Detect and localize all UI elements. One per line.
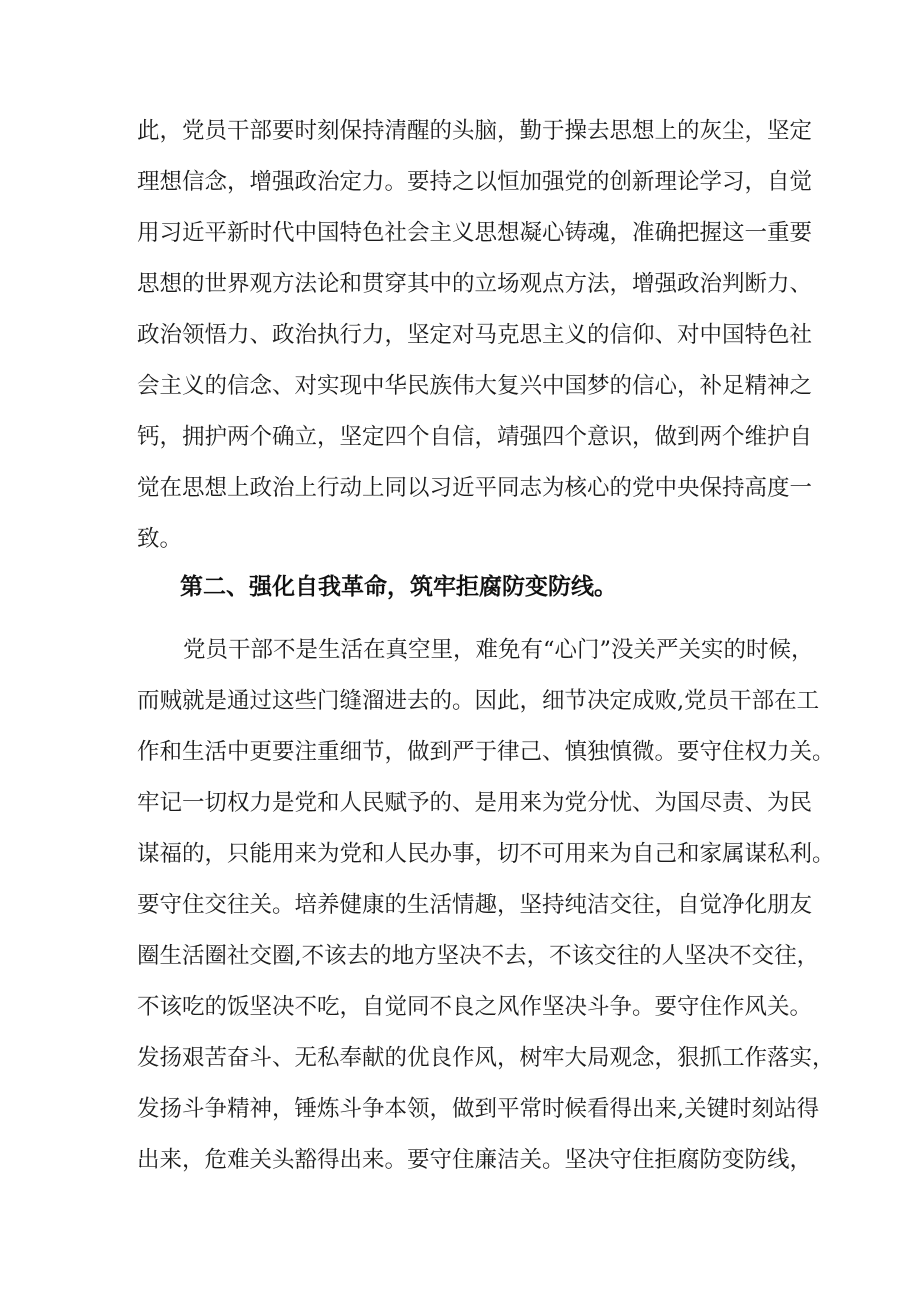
paragraph-2-line-8: 不该吃的饭坚决不吃，自觉同不良之风作坚决斗争。要守住作风关。 [137,994,813,1020]
paragraph-1-line-7: 钙，拥护两个确立，坚定四个自信，靖强四个意识，做到两个维护自 [137,424,813,450]
paragraph-2-line-10: 发扬斗争精神，锤炼斗争本领，做到平常时候看得出来,关键时刻站得 [137,1096,820,1122]
paragraph-1-line-3: 用习近平新时代中国特色社会主义思想凝心铸魂，准确把握这一重要 [137,220,813,246]
paragraph-2-line-6: 要守住交往关。培养健康的生活情趣，坚持纯洁交往，自觉净化朋友 [137,892,813,918]
paragraph-2-line-2: 而贼就是通过这些门缝溜进去的。因此，细节决定成败,党员干部在工 [137,688,820,714]
paragraph-1-line-9: 致。 [137,526,183,552]
paragraph-1-line-1: 此，党员干部要时刻保持清醒的头脑，勤于操去思想上的灰尘，坚定 [137,118,813,144]
paragraph-2-line-1: 党员干部不是生活在真空里，难免有“心门”没关严关实的时候， [183,637,814,663]
paragraph-1-line-8: 觉在思想上政治上行动上同以习近平同志为核心的党中央保持高度一 [137,475,813,501]
paragraph-2-line-11: 出来，危难关头豁得出来。要守住廉洁关。坚决守住拒腐防变防线， [137,1147,813,1173]
paragraph-2-line-7: 圈生活圈社交圈,不该去的地方坚决不去，不该交往的人坚决不交往， [137,943,820,969]
paragraph-1-line-6: 会主义的信念、对实现中华民族伟大复兴中国梦的信心，补足精神之 [137,373,813,399]
paragraph-1-line-4: 思想的世界观方法论和贯穿其中的立场观点方法，增强政治判断力、 [137,271,813,297]
paragraph-1-line-2: 理想信念，增强政治定力。要持之以恒加强党的创新理论学习，自觉 [137,169,813,195]
paragraph-2-line-4: 牢记一切权力是党和人民赋予的、是用来为党分忧、为国尽责、为民 [137,790,813,816]
paragraph-1-line-5: 政治领悟力、政治执行力，坚定对马克思主义的信仰、对中国特色社 [137,322,813,348]
paragraph-2-line-5: 谋福的，只能用来为党和人民办事，切不可用来为自己和家属谋私利。 [137,841,835,867]
section-heading: 第二、强化自我革命，筑牢拒腐防变防线。 [180,574,617,600]
paragraph-2-line-3: 作和生活中更要注重细节，做到严于律己、慎独慎微。要守住权力关。 [137,739,835,765]
paragraph-2-line-9: 发扬艰苦奋斗、无私奉献的优良作风，树牢大局观念，狠抓工作落实， [137,1045,835,1071]
